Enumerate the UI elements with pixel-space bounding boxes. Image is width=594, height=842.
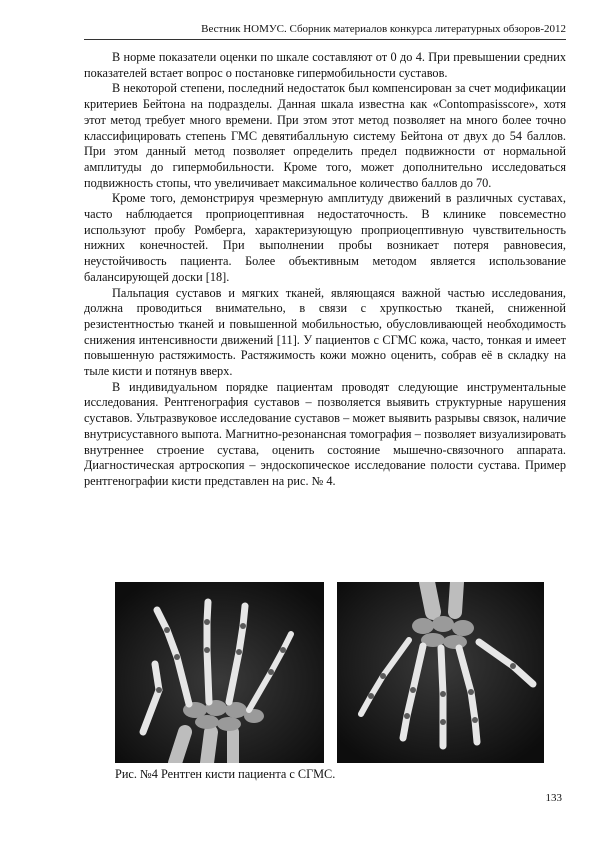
paragraph-4: Пальпация суставов и мягких тканей, являющаяся важной частью исследования, должна проводиться внимательно, в связи с хрупкостью тканей, сниженной резистентностью тканей и повышенной мобильностью, обусловливающей необходимость снижения интенсивности движений [11]. У пациентов с СГМС кожа, часто, тонкая и имеет повышенную растяжимость. Растяжимость кожи можно оценить, собрав её в складку на тыле кисти и потянув вверх. xyxy=(84,285,566,379)
paragraph-2: В некоторой степени, последний недостаток был компенсирован за счет модификации критериев Бейтона на подразделы. Данная шкала известна как «Contompasisscore», хотя этот метод требует много времени. При этом этот метод позволяет на много более точно классифицировать степень ГМС девятибалльную систему Бейтона от двух до 54 баллов. При этом данный метод позволяет определить предел подвижности от нормальной амплитуды до гипермобильности. Кроме того, может дополнительно исследоваться подвижность стопы, что увеличивает максимальное количество баллов до 70. xyxy=(84,81,566,190)
figure-caption: Рис. №4 Рентген кисти пациента с СГМС. xyxy=(115,767,336,781)
xray-hand-left-image xyxy=(115,582,324,763)
paragraph-3: Кроме того, демонстрируя чрезмерную амплитуду движений в различных суставах, часто наблюдается проприоцептивная недостаточность. В клинике повсеместно используют пробу Ромберга, характеризующую проприоцептивную чувствительность нижних конечностей. При выполнении пробы возникает потеря равновесия, неустойчивость пациента. Более объективным методом является использование балансирующей доски [18]. xyxy=(84,191,566,284)
paragraph-1: В норме показатели оценки по шкале составляют от 0 до 4. При превышении средних показателей встает вопрос о постановке гипермобильности суставов. xyxy=(84,50,566,80)
xray-hand-left-icon xyxy=(115,582,324,763)
header-divider xyxy=(84,39,566,40)
paragraph-5: В индивидуальном порядке пациентам проводят следующие инструментальные исследования. Рентгенография суставов – позволяется выявить структурные нарушения суставов. Ультразвуковое исследование суставов – может выявить разрывы связок, наличие внутрисуставного выпота. Магнитно-резонансная томография – позволяет визуализировать внутреннее строение сустава, оценить состояние мышечно-связочного аппарата. Диагностическая артроскопия – эндоскопическое исследование полости сустава. Пример рентгенографии кисти представлен на рис. № 4. xyxy=(84,379,566,488)
article-body xyxy=(84,50,566,490)
page-number: 133 xyxy=(545,792,562,804)
running-header: Вестник НОМУС. Сборник материалов конкурса литературных обзоров-2012 xyxy=(201,23,566,35)
figure-4 xyxy=(115,582,544,763)
xray-hand-right-image xyxy=(337,582,544,763)
xray-hand-right-icon xyxy=(337,582,544,763)
